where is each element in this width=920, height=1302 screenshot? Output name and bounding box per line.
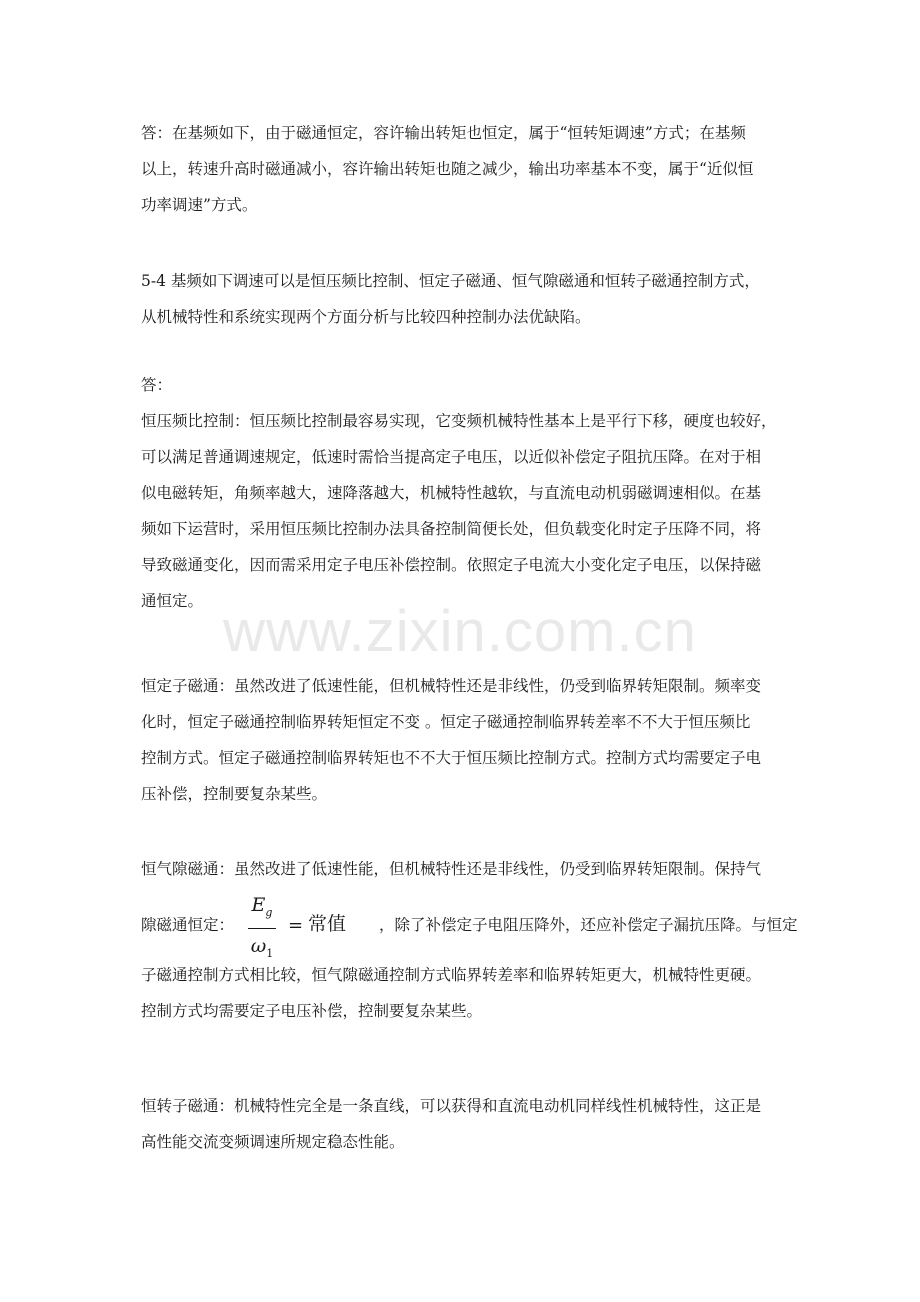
- paragraph-constant-vf: [141, 403, 781, 619]
- text-line: 5-4 基频如下调速可以是恒压频比控制、恒定子磁通、恒气隙磁通和恒转子磁通控制方式，: [141, 272, 760, 290]
- formula-denominator: $\omega_1$: [250, 934, 274, 960]
- text-line: 答：在基频如下，由于磁通恒定，容许输出转矩也恒定，属于“恒转矩调速”方式；在基频: [141, 124, 746, 142]
- text-line: 似电磁转矩，角频率越大，速降落越大，机械特性越软，与直流电动机弱磁调速相似。在基: [141, 484, 762, 502]
- text-line: 通恒定。: [141, 592, 204, 610]
- answer-paragraph-1: [141, 115, 781, 223]
- text-line: 导致磁通变化，因而需采用定子电压补偿控制。依照定子电流大小变化定子电压，以保持磁: [141, 556, 762, 574]
- text-line: 子磁通控制方式相比较，恒气隙磁通控制方式临界转差率和临界转矩更大，机械特性更硬。: [141, 966, 762, 984]
- formula-numerator: $E_g$: [251, 894, 273, 919]
- question-5-4: [141, 263, 781, 335]
- fraction-bar: [248, 928, 276, 929]
- paragraph-constant-stator-flux: [141, 668, 781, 812]
- text-line: 恒定子磁通：虽然改进了低速性能，但机械特性还是非线性，仍受到临界转矩限制。频率变: [141, 677, 762, 695]
- text-line: 高性能交流变频调速所规定稳态性能。: [141, 1133, 405, 1151]
- text-line-with-formula: [141, 894, 798, 960]
- paragraph-constant-airgap-flux: [141, 851, 798, 1029]
- text-line: 控制方式。恒定子磁通控制临界转矩也不不大于恒压频比控制方式。控制方式均需要定子电: [141, 749, 762, 767]
- formula-equals: =: [288, 915, 304, 936]
- answer-label: [141, 367, 781, 403]
- text-line: 功率调速”方式。: [141, 196, 258, 214]
- text-line: 从机械特性和系统实现两个方面分析与比较四种控制办法优缺陷。: [141, 308, 591, 326]
- text-fragment: 隙磁通恒定：: [141, 916, 235, 934]
- text-line: 恒压频比控制：恒压频比控制最容易实现，它变频机械特性基本上是平行下移，硬度也较好，: [141, 412, 777, 430]
- text-line: 压补偿，控制要复杂某些。: [141, 785, 328, 803]
- formula-fraction: [248, 894, 276, 965]
- text-fragment: ，除了补偿定子电阻压降外，还应补偿定子漏抗压降。与恒定: [379, 916, 798, 934]
- text-line: 以上，转速升高时磁通减小，容许输出转矩也随之减少，输出功率基本不变，属于“近似恒: [141, 160, 754, 178]
- paragraph-constant-rotor-flux: [141, 1088, 781, 1160]
- flux-formula: [248, 894, 373, 960]
- text-line: 恒转子磁通：机械特性完全是一条直线，可以获得和直流电动机同样线性机械特性，这正是: [141, 1097, 762, 1115]
- text-line: 可以满足普通调速规定，低速时需恰当提高定子电压，以近似补偿定子阻抗压降。在对于相: [141, 448, 762, 466]
- text-line: 化时，恒定子磁通控制临界转矩恒定不变 。恒定子磁通控制临界转差率不不大于恒压频比: [141, 713, 751, 731]
- text-line: 恒气隙磁通：虽然改进了低速性能，但机械特性还是非线性，仍受到临界转矩限制。保持气: [141, 860, 762, 878]
- formula-value: 常值: [308, 913, 347, 935]
- text-line: 频如下运营时，采用恒压频比控制办法具备控制简便长处，但负载变化时定子压降不同，将: [141, 520, 762, 538]
- text-line: 控制方式均需要定子电压补偿，控制要复杂某些。: [141, 1002, 483, 1020]
- watermark: www.zixin.com.cn: [223, 599, 697, 664]
- text-line: 答：: [141, 376, 173, 394]
